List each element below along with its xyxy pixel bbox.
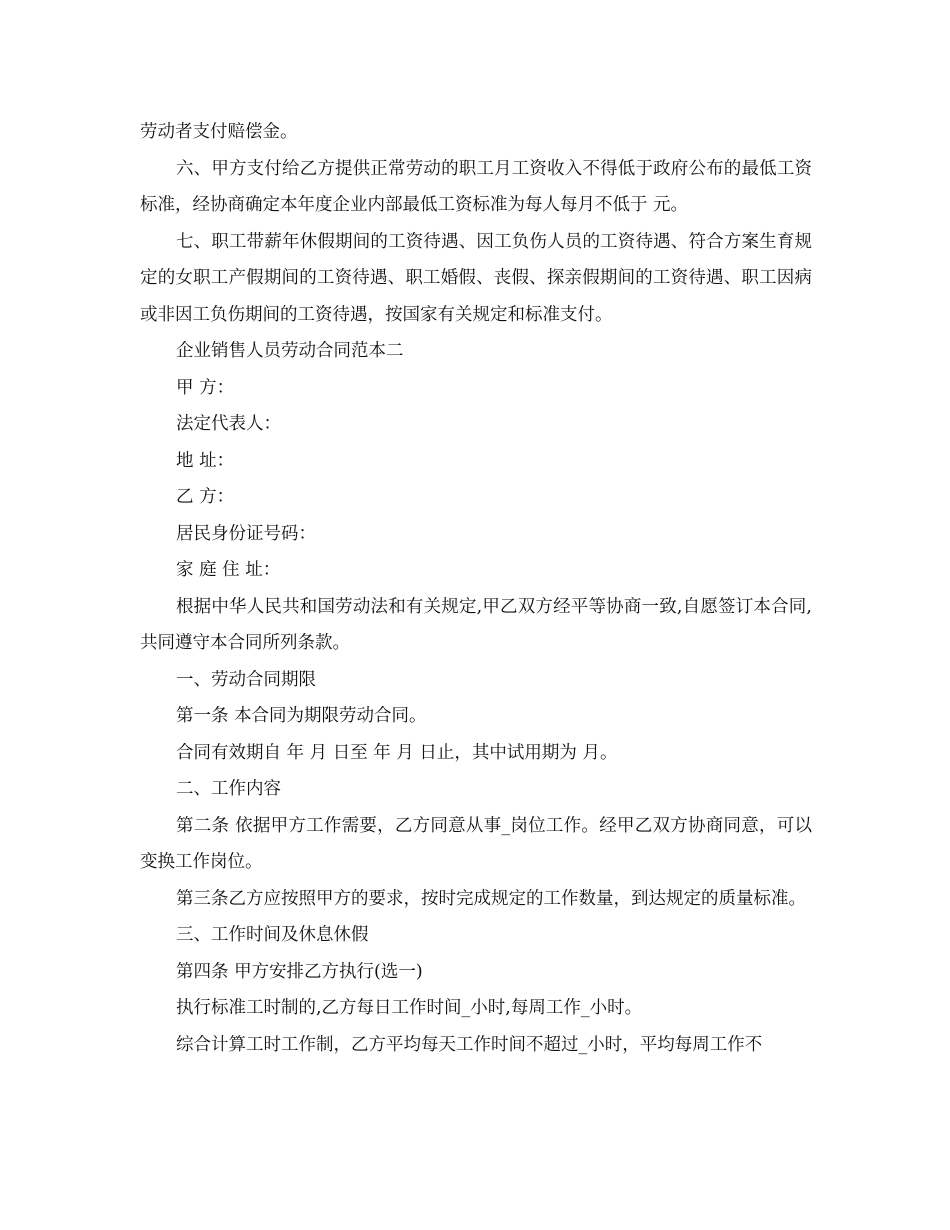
- document-page: [140, 114, 812, 1063]
- field-id-number: 居民身份证号码：: [176, 523, 316, 544]
- section-title-contract-template: 企业销售人员劳动合同范本二: [176, 341, 404, 361]
- article-1: 第一条 本合同为期限劳动合同。: [176, 706, 427, 726]
- paragraph-preamble: 根据中华人民共和国劳动法和有关规定,甲乙双方经平等协商一致,自愿签订本合同,共同遵守本合同所列条款。: [140, 596, 812, 653]
- article-4: 第四条 甲方安排乙方执行(选一): [176, 961, 423, 982]
- field-home-address: 家 庭 住 址：: [176, 560, 281, 580]
- heading-work-content: 二、工作内容: [176, 779, 281, 799]
- article-3: 第三条乙方应按照甲方的要求，按时完成规定的工作数量，到达规定的质量标准。: [176, 888, 806, 909]
- field-party-a: 甲 方：: [176, 377, 235, 398]
- paragraph-leave-wages: 七、职工带薪年休假期间的工资待遇、因工负伤人员的工资待遇、符合方案生育规定的女职工产假期间的工资待遇、职工婚假、丧假、探亲假期间的工资待遇、职工因病或非因工负伤期间的工资待遇，按国家有关规定和标准支付。: [140, 231, 812, 325]
- paragraph-validity-period: 合同有效期自 年 月 日至 年 月 日止，其中试用期为 月。: [176, 742, 618, 763]
- field-legal-representative: 法定代表人：: [176, 414, 281, 434]
- field-address: 地 址：: [176, 450, 235, 471]
- heading-contract-term: 一、劳动合同期限: [176, 669, 316, 690]
- paragraph-minimum-wage: 六、甲方支付给乙方提供正常劳动的职工月工资收入不得低于政府公布的最低工资标准，经协商确定本年度企业内部最低工资标准为每人每月不低于 元。: [140, 158, 812, 215]
- article-2: 第二条 依据甲方工作需要，乙方同意从事_岗位工作。经甲乙双方协商同意，可以变换工作岗位。: [140, 815, 812, 872]
- paragraph-comprehensive-hours: 综合计算工时工作制，乙方平均每天工作时间不超过_小时，平均每周工作不: [176, 1034, 763, 1055]
- paragraph-standard-hours: 执行标准工时制的,乙方每日工作时间_小时,每周工作_小时。: [176, 998, 643, 1018]
- heading-working-hours: 三、工作时间及休息休假: [176, 925, 369, 945]
- field-party-b: 乙 方：: [176, 487, 235, 507]
- paragraph-compensation: 劳动者支付赔偿金。: [140, 122, 298, 142]
